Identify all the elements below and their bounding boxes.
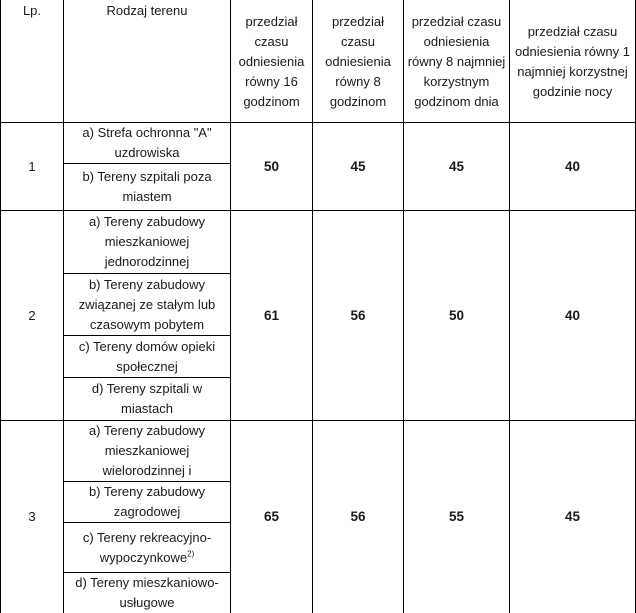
row-number: 1 <box>1 123 64 211</box>
terrain-cell: a) Tereny zabudowy mieszkaniowej wielorodzinnej i <box>64 421 231 482</box>
terrain-cell: a) Tereny zabudowy mieszkaniowej jednorodzinnej <box>64 211 231 274</box>
value-8h: 56 <box>313 421 404 613</box>
header-period-8h-day: przedział czasu odniesienia równy 8 najmniej korzystnym godzinom dnia <box>404 0 510 123</box>
terrain-cell: d) Tereny mieszkaniowo-usługowe <box>64 573 231 613</box>
terrain-cell: b) Tereny szpitali poza miastem <box>64 164 231 211</box>
footnote-mark: 2) <box>187 549 194 558</box>
value-16h: 61 <box>231 211 313 421</box>
header-row <box>1 0 636 123</box>
value-1h-night: 40 <box>510 123 636 211</box>
header-period-16h: przedział czasu odniesienia równy 16 godzinom <box>231 0 313 123</box>
header-terrain-type: Rodzaj terenu <box>64 0 231 123</box>
terrain-cell: d) Tereny szpitali w miastach <box>64 378 231 421</box>
header-period-8h: przedział czasu odniesienia równy 8 godzinom <box>313 0 404 123</box>
terrain-cell: c) Tereny rekreacyjno-wypoczynkowe$^{2)}$ <box>64 523 231 573</box>
table-row <box>1 421 636 482</box>
value-16h: 65 <box>231 421 313 613</box>
terrain-cell: c) Tereny domów opieki społecznej <box>64 336 231 378</box>
table-row <box>1 123 636 164</box>
value-16h: 50 <box>231 123 313 211</box>
row-number: 2 <box>1 211 64 421</box>
header-lp: Lp. <box>1 0 64 123</box>
value-8h: 56 <box>313 211 404 421</box>
terrain-cell: a) Strefa ochronna "A" uzdrowiska <box>64 123 231 164</box>
value-8h-day: 50 <box>404 211 510 421</box>
value-8h: 45 <box>313 123 404 211</box>
value-8h-day: 55 <box>404 421 510 613</box>
table-row <box>1 211 636 274</box>
terrain-cell: b) Tereny zabudowy związanej ze stałym lub czasowym pobytem <box>64 274 231 336</box>
value-8h-day: 45 <box>404 123 510 211</box>
value-1h-night: 40 <box>510 211 636 421</box>
row-number: 3 <box>1 421 64 613</box>
header-period-1h-night: przedział czasu odniesienia równy 1 najmniej korzystnej godzinie nocy <box>510 0 636 123</box>
value-1h-night: 45 <box>510 421 636 613</box>
terrain-cell: b) Tereny zabudowy zagrodowej <box>64 482 231 523</box>
